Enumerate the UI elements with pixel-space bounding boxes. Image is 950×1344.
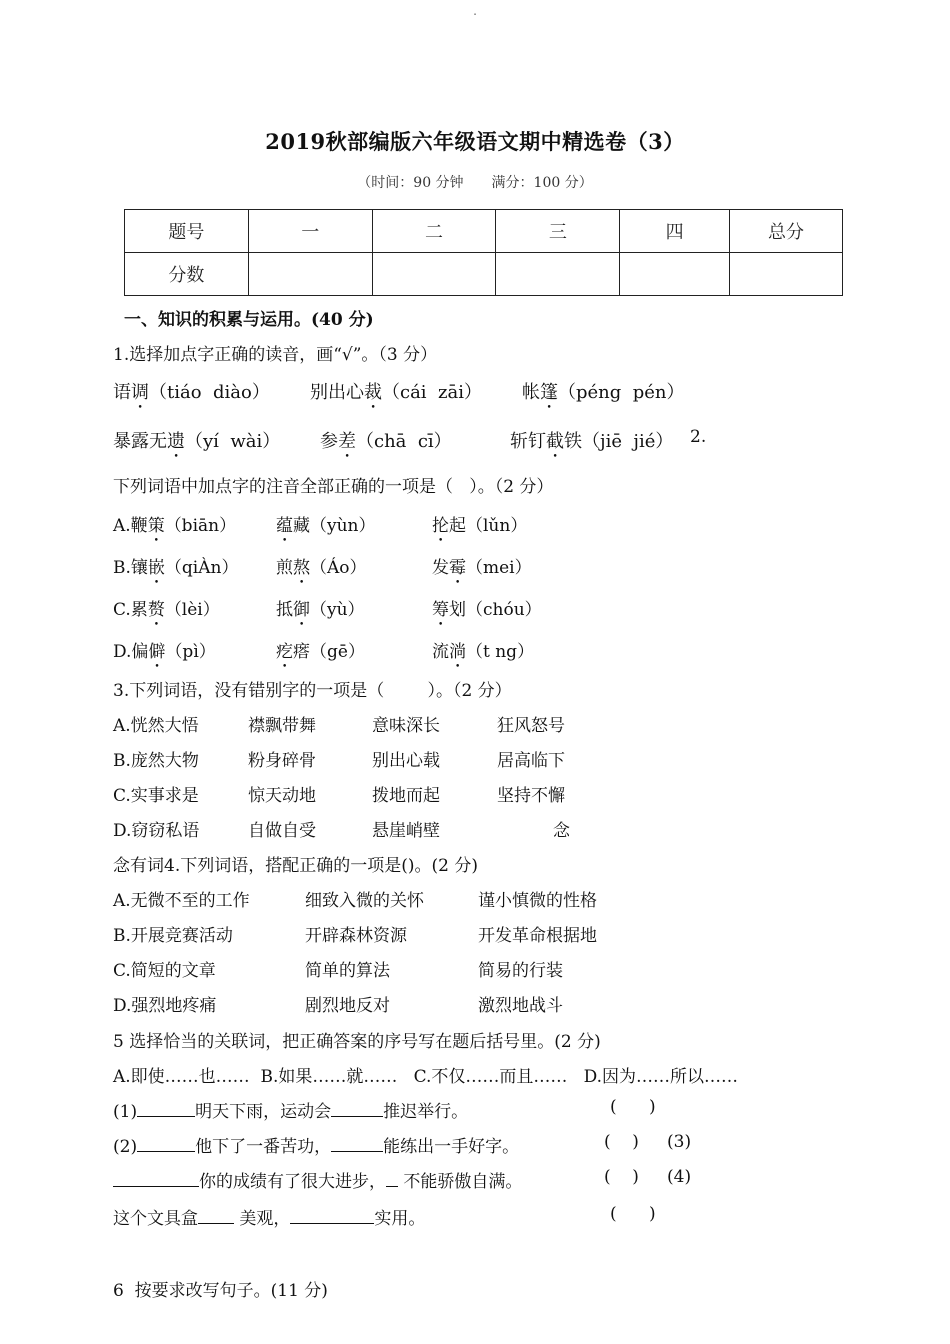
score-input-cell[interactable] <box>620 253 730 296</box>
q4-option: A.无微不至的工作 <box>113 891 250 911</box>
q5-answer-paren[interactable]: ( ) <box>610 1097 656 1117</box>
q2-stem: 下列词语中加点字的注音全部正确的一项是（ ）。（2 分） <box>113 477 554 497</box>
q2-option: A.鞭策（biān） <box>113 516 237 536</box>
q3-option: 拨地而起 <box>372 786 440 806</box>
q4-option: 细致入微的关怀 <box>305 891 424 911</box>
score-input-cell[interactable] <box>730 253 843 296</box>
q3-option: 居高临下 <box>497 751 565 771</box>
q3-option: 悬崖峭壁 <box>372 821 440 841</box>
q3-option: 坚持不懈 <box>497 786 565 806</box>
q1-item: 斩钉截铁（jiē jié） <box>510 431 674 452</box>
q5-sentence-1: (1) 明天下雨，运动会 推迟举行。 <box>113 1097 468 1122</box>
q2-option: 疙瘩（gē） <box>276 642 365 662</box>
answer-blank[interactable] <box>198 1206 234 1224</box>
q2-option: D.偏僻（pì） <box>113 642 216 662</box>
q2-option: C.累赘（lèi） <box>113 600 220 620</box>
q4-option: 剧烈地反对 <box>305 996 390 1016</box>
score-header-cell: 二 <box>372 210 496 253</box>
q4-option: C.简短的文章 <box>113 961 216 981</box>
exam-title: 2019秋部编版六年级语文期中精选卷（3） <box>265 129 685 154</box>
q3-option: 念 <box>553 821 570 841</box>
exam-subtitle: （时间：90 分钟 满分：100 分） <box>357 175 593 191</box>
q2-option: B.镶嵌（qiÀn） <box>113 558 239 578</box>
answer-blank[interactable] <box>331 1099 383 1117</box>
q2-option: 抵御（yù） <box>276 600 365 620</box>
q5-answer-paren[interactable]: ( ) <box>610 1204 656 1224</box>
q4-option: 简单的算法 <box>305 961 390 981</box>
q4-option: 激烈地战斗 <box>478 996 563 1016</box>
answer-blank[interactable] <box>113 1169 199 1187</box>
q1-item: 暴露无遗（yí wài） <box>113 431 281 452</box>
score-header-cell: 总分 <box>730 210 843 253</box>
q4-option: B.开展竞赛活动 <box>113 926 233 946</box>
answer-blank[interactable] <box>331 1134 383 1152</box>
q1-item: 帐篷（péng pén） <box>522 382 685 403</box>
q3-option: B.庞然大物 <box>113 751 199 771</box>
q5-answer-paren[interactable]: ( ) <box>604 1132 639 1152</box>
q5-sentence-2: (2) 他下了一番苦功， 能练出一手好字。 <box>113 1132 519 1157</box>
score-header-cell: 一 <box>248 210 372 253</box>
q4-option: D.强烈地疼痛 <box>113 996 217 1016</box>
q2-option: 发霉（mei） <box>432 558 532 578</box>
score-table <box>124 209 843 296</box>
answer-blank[interactable] <box>290 1206 374 1224</box>
answer-blank[interactable] <box>137 1134 195 1152</box>
q5-number: (3) <box>667 1132 692 1152</box>
q3-option: C.实事求是 <box>113 786 199 806</box>
q3-stem: 3.下列词语，没有错别字的一项是（ ）。（2 分） <box>113 681 512 701</box>
q6-stem: 6 按要求改写句子。(11 分) <box>113 1281 328 1301</box>
answer-blank[interactable] <box>137 1099 195 1117</box>
q2-option: 筹划（chóu） <box>432 600 542 620</box>
score-input-cell[interactable] <box>372 253 496 296</box>
score-row-label: 分数 <box>125 253 249 296</box>
score-input-cell[interactable] <box>248 253 372 296</box>
q1-stem: 1.选择加点字正确的读音，画“√”。（3 分） <box>113 345 438 365</box>
page-header-mark: . <box>473 4 477 18</box>
q3-option: 自做自受 <box>248 821 316 841</box>
score-header-cell: 题号 <box>125 210 249 253</box>
q3-option: A.恍然大悟 <box>113 716 199 736</box>
q3-option: 狂风怒号 <box>497 716 565 736</box>
q4-option: 谨小慎微的性格 <box>478 891 597 911</box>
q4-stem: 念有词4.下列词语，搭配正确的一项是()。(2 分) <box>113 856 478 876</box>
q5-stem: 5 选择恰当的关联词，把正确答案的序号写在题后括号里。(2 分) <box>113 1032 601 1052</box>
q1-item: 语调（tiáo diào） <box>113 382 270 403</box>
q2-option: 流淌（t ng） <box>432 642 535 662</box>
q3-option: 惊天动地 <box>248 786 316 806</box>
score-header-cell: 四 <box>620 210 730 253</box>
q5-answer-paren[interactable]: ( ) <box>604 1167 639 1187</box>
q5-number: (4) <box>667 1167 692 1187</box>
score-table-header-row <box>125 210 843 253</box>
q2-option: 煎熬（Áo） <box>276 558 367 578</box>
q3-option: 别出心载 <box>372 751 440 771</box>
q5-sentence-3: 你的成绩有了很大进步， 不能骄傲自满。 <box>113 1167 522 1192</box>
q1-item: 别出心裁（cái zāi） <box>310 382 482 403</box>
q5-options: A.即使……也…… B.如果……就…… C.不仅……而且…… D.因为……所以…… <box>113 1067 739 1087</box>
q5-sentence-4: 这个文具盒 美观， 实用。 <box>113 1204 425 1229</box>
score-header-cell: 三 <box>496 210 620 253</box>
q3-option: D.窃窃私语 <box>113 821 200 841</box>
q4-option: 简易的行装 <box>478 961 563 981</box>
q3-option: 粉身碎骨 <box>248 751 316 771</box>
q1-item: 参差（chā cī） <box>320 431 452 452</box>
q3-option: 襟飘带舞 <box>248 716 316 736</box>
q2-option: 蕴藏（yùn） <box>276 516 376 536</box>
q4-option: 开辟森林资源 <box>305 926 407 946</box>
score-input-cell[interactable] <box>496 253 620 296</box>
score-table-score-row <box>125 253 843 296</box>
q2-option: 抡起（lǔn） <box>432 516 528 536</box>
q3-option: 意味深长 <box>372 716 440 736</box>
q2-number: 2. <box>690 427 707 447</box>
answer-blank[interactable] <box>386 1169 398 1187</box>
section-1-heading: 一、知识的积累与运用。(40 分) <box>124 310 374 330</box>
q4-option: 开发革命根据地 <box>478 926 597 946</box>
